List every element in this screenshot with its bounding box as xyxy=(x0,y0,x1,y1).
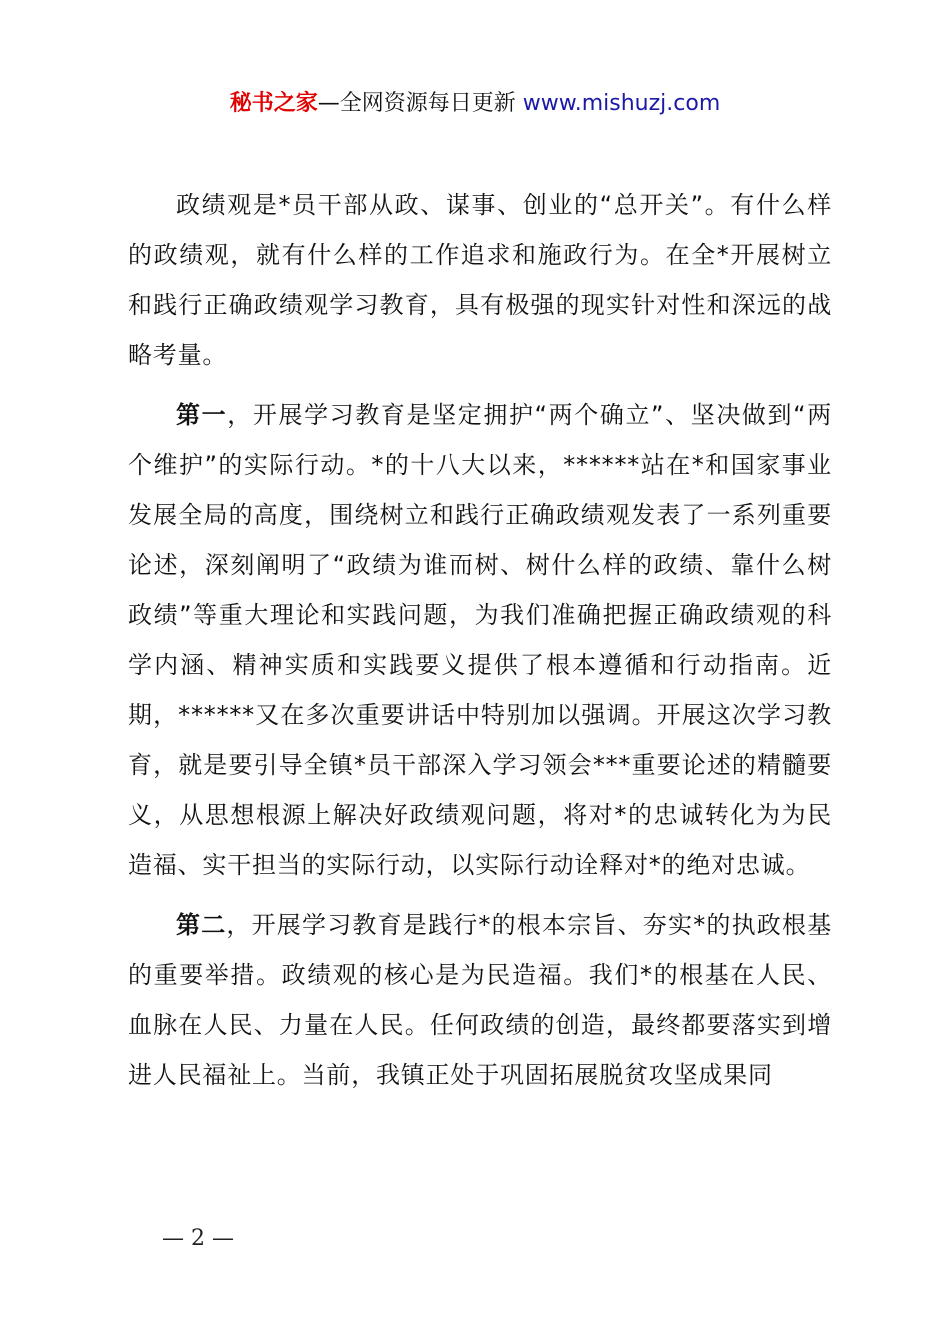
header-tagline: —全网资源每日更新 xyxy=(317,91,516,116)
paragraph-second-point xyxy=(128,900,832,1100)
page-number: — 2 — xyxy=(162,1226,234,1251)
page-header xyxy=(0,86,950,122)
paragraph-text: ，开展学习教育是践行*的根本宗旨、夯实*的执政根基的重要举措。政绩观的核心是为民造福。我们*的根基在人民、血脉在人民、力量在人民。任何政绩的创造，最终都要落实到增进人民福祉上。当前，我镇正处于巩固拓展脱贫攻坚成果同 xyxy=(128,911,832,1089)
website-link[interactable]: www.mishuzj.com xyxy=(522,91,721,116)
paragraph-intro xyxy=(128,180,832,380)
paragraph-text: ，开展学习教育是坚定拥护“两个确立”、坚决做到“两个维护”的实际行动。*的十八大以来，******站在*和国家事业发展全局的高度，围绕树立和践行正确政绩观发表了一系列重要论述，深刻阐明了“政绩为谁而树、树什么样的政绩、靠什么树政绩”等重大理论和实践问题，为我们准确把握正确政绩观的科学内涵、精神实质和实践要义提供了根本遵循和行动指南。近期，******又在多次重要讲话中特别加以强调。开展这次学习教育，就是要引导全镇*员干部深入学习领会***重要论述的精髓要义，从思想根源上解决好政绩观问题，将对*的忠诚转化为为民造福、实干担当的实际行动，以实际行动诠释对*的绝对忠诚。 xyxy=(128,401,832,879)
document-body xyxy=(128,180,832,1100)
paragraph-first-point xyxy=(128,390,832,890)
paragraph-lead: 第二 xyxy=(176,911,227,939)
paragraph-lead: 第一 xyxy=(176,401,228,429)
brand-name: 秘书之家 xyxy=(229,91,318,116)
paragraph-text: 政绩观是*员干部从政、谋事、创业的“总开关”。有什么样的政绩观，就有什么样的工作追求和施政行为。在全*开展树立和践行正确政绩观学习教育，具有极强的现实针对性和深远的战略考量。 xyxy=(128,191,832,369)
